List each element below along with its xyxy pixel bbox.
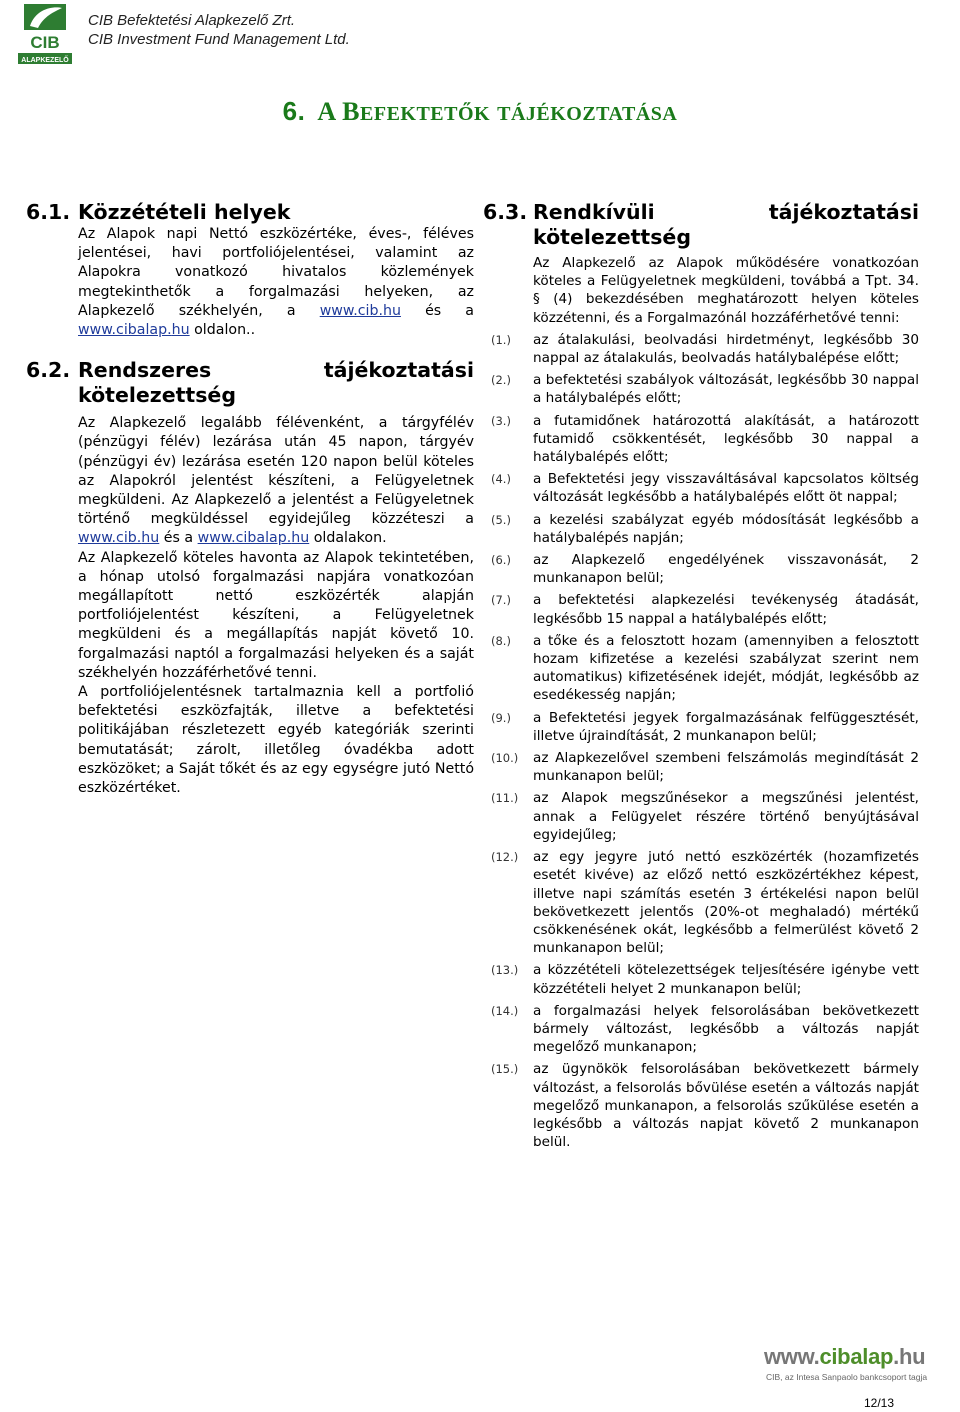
url-part: .hu bbox=[893, 1344, 926, 1369]
list-item-number: (14.) bbox=[491, 1003, 519, 1018]
right-column bbox=[483, 200, 919, 1155]
list-item-number: (2.) bbox=[491, 373, 511, 388]
link-cibalap[interactable] bbox=[78, 322, 190, 338]
heading-word: Rendszeres bbox=[78, 358, 212, 383]
list-item-number: (1.) bbox=[491, 332, 511, 347]
obligation-list bbox=[491, 331, 919, 1152]
section-6-2-heading bbox=[26, 358, 474, 408]
company-name-en: CIB Investment Fund Management Ltd. bbox=[88, 31, 350, 48]
section-6-2-paragraph-3: A portfoliójelentésnek tartalmaznia kell a portfolió befektetési eszközfajták, illetve a befektetési politikájában részletezett egyéb kategóriák szerinti bemutatását; zárolt, illetőleg óvadékba adott eszközöket; a Saját tőkét és az egy egységre jutó Nettó eszközértéket. bbox=[78, 684, 474, 797]
page-number: 12/13 bbox=[864, 1396, 895, 1410]
list-item bbox=[491, 789, 919, 844]
list-item-number: (5.) bbox=[491, 512, 511, 527]
heading-word: tájékoztatási bbox=[768, 200, 919, 224]
link-part: hu bbox=[382, 302, 401, 319]
paragraph-end: oldalon.. bbox=[189, 322, 256, 339]
list-item bbox=[491, 848, 919, 957]
list-item bbox=[491, 371, 919, 407]
page-title bbox=[0, 96, 960, 127]
heading-word: tájékoztatási bbox=[323, 358, 474, 383]
list-item-number: (9.) bbox=[491, 710, 511, 725]
list-item-text: a befektetési alapkezelési tevékenység átadását, legkésőbb 15 nappal a hatálybalépés előtt; bbox=[533, 592, 919, 627]
title-small-caps-2: TÁJÉKOZTATÁSA bbox=[497, 103, 678, 125]
list-item bbox=[491, 591, 919, 627]
list-item-number: (13.) bbox=[491, 963, 519, 978]
url-part: cibalap bbox=[819, 1344, 894, 1369]
section-6-2-paragraph-1 bbox=[78, 414, 474, 548]
list-item bbox=[491, 1060, 919, 1151]
heading-word: kötelezettség bbox=[533, 225, 692, 249]
title-cap-b: B bbox=[342, 97, 361, 126]
list-item bbox=[491, 632, 919, 705]
link-part: hu bbox=[291, 530, 310, 547]
list-item-text: az Alapkezelő engedélyének visszavonását, 2 munkanapon belül; bbox=[533, 552, 919, 587]
list-item-text: a forgalmazási helyek felsorolásában bekövetkezett bármely változást, legkésőbb a változás napját megelőző munkanapon; bbox=[533, 1002, 919, 1056]
list-item-text: az Alapok megszűnésekor a megszűnési jelentést, annak a Felügyelet részére történő benyújtásával egyidejűleg; bbox=[533, 790, 919, 843]
list-item-text: az egy jegyre jutó nettó eszközérték (hozamfizetés esetét kivéve) az előző nettó eszközértékhez képest, illetve napi számítás esetén 3 értékelési napon belül bekövetkezett jelentős (20%-ot meghaladó) mértékű csökkenésének okát, legkésőbb a felmerülést követő 2 munkanapon belül; bbox=[533, 849, 919, 957]
list-item bbox=[491, 709, 919, 745]
list-item-text: a Befektetési jegyek forgalmazásának felfüggesztését, illetve újraindítását, 2 munkanapon belül; bbox=[533, 709, 919, 744]
left-column bbox=[26, 200, 475, 798]
link-part: www.cib. bbox=[78, 530, 142, 547]
list-item bbox=[491, 1002, 919, 1057]
list-item-text: a befektetési szabályok változását, legkésőbb 30 nappal a hatálybalépés előtt; bbox=[533, 372, 919, 407]
footer-url[interactable] bbox=[764, 1344, 925, 1370]
section-6-1-text bbox=[78, 225, 474, 340]
link-cib[interactable] bbox=[320, 303, 401, 319]
list-item-text: a futamidőnek határozottá alakítását, a határozott futamidő csökkentését, legkésőbb 30 nappal a hatálybalépés előtt; bbox=[533, 412, 919, 466]
list-item-number: (11.) bbox=[491, 791, 519, 806]
logo-text: CIB bbox=[30, 33, 60, 52]
section-title: Közzétételi helyek bbox=[78, 200, 291, 224]
title-number: 6. bbox=[282, 96, 306, 126]
section-6-3-intro: Az Alapkezelő az Alapok működésére vonatkozóan köteles a Felügyeletnek megküldeni, továbbá a Tpt. 34. § (4) bekezdésében meghatározott helyen köteles közzétenni, és a Forgalmazónál hozzáférhetővé tenni: bbox=[533, 255, 919, 326]
list-item bbox=[491, 412, 919, 467]
title-small-caps-1: EFEKTETŐK bbox=[360, 103, 491, 125]
list-item-text: az Alapkezelővel szembeni felszámolás megindítását 2 munkanapon belül; bbox=[533, 750, 919, 785]
list-item-text: a kezelési szabályzat egyéb módosítását legkésőbb a hatálybalépés napján; bbox=[533, 511, 919, 546]
list-item-text: az átalakulási, beolvadási hirdetményt, legkésőbb 30 nappal az átalakulás, beolvadás hatálybalépése előtt; bbox=[533, 331, 919, 367]
list-item-number: (12.) bbox=[491, 850, 519, 865]
list-item-number: (6.) bbox=[491, 553, 511, 568]
list-item bbox=[491, 511, 919, 547]
list-item-number: (3.) bbox=[491, 413, 511, 428]
section-number: 6.2. bbox=[26, 358, 71, 383]
section-6-2-paragraph-2: Az Alapkezelő köteles havonta az Alapok tekintetében, a hónap utolsó forgalmazási napjára vonatkozóan megállapított nettó eszközérték alapján portfoliójelentést készíteni, a Felügyeletnek megküldeni és a megállapítás napját követő 10. forgalmazási naptól a forgalmazási helyeken és a saját székhelyén hozzáférhetővé tenni. bbox=[78, 549, 474, 681]
footer-tagline: CIB, az Intesa Sanpaolo bankcsoport tagja bbox=[766, 1372, 928, 1382]
heading-word: kötelezettség bbox=[78, 383, 237, 408]
paragraph-text: Az Alapkezelő legalább félévenként, a tárgyfélév (pénzügyi félév) lezárása után 45 napon, tárgyév (pénzügyi év) lezárása esetén 120 napon belül köteles az Alapokról jelentést készíteni, a Felügyeletnek megküldeni. Az Alapkezelő a jelentést a Felügyeletnek történő megküldéssel egyidejűleg közzéteszi a bbox=[78, 415, 474, 528]
list-item bbox=[491, 961, 919, 997]
link-part: hu bbox=[141, 530, 160, 547]
list-item-number: (15.) bbox=[491, 1062, 519, 1077]
link-part: www.cibalap. bbox=[78, 322, 172, 339]
list-item-number: (10.) bbox=[491, 751, 519, 766]
title-word-a: A bbox=[317, 97, 336, 126]
list-item bbox=[491, 470, 919, 506]
section-number: 6.1. bbox=[26, 200, 71, 224]
company-name-hu: CIB Befektetési Alapkezelő Zrt. bbox=[88, 12, 296, 29]
link-part: www.cib. bbox=[319, 302, 383, 319]
section-6-1-heading bbox=[26, 200, 474, 225]
list-item-text: a tőke és a felosztott hozam (amennyiben a felosztott hozam kifizetése a kezelési szabályzat szerint nem automatikus) kifizetésének idejét, módját, legkésőbb az esedékesség napján; bbox=[533, 632, 919, 704]
paragraph-end: oldalakon. bbox=[309, 530, 387, 547]
list-item-text: az ügynökök felsorolásában bekövetkezett bármely változást, a felsorolás bővülése esetén a változás napját megelőző munkanapon, a felsorolás szűkülése esetén a legkésőbb a változás napjat követő 2 munkanapon belül. bbox=[533, 1061, 919, 1151]
cib-logo bbox=[14, 4, 76, 66]
link-cib[interactable] bbox=[78, 530, 159, 546]
paragraph-text: Az Alapok napi Nettó eszközértéke, éves-, féléves jelentései, havi portfoliójelentései, valamint az Alapokra vonatkozó hivatalos közlemények megtekinthetők a forgalmazási helyeken, az Alapkezelő székhelyén, a bbox=[78, 226, 474, 319]
section-6-3-heading bbox=[483, 200, 919, 250]
list-item-number: (4.) bbox=[491, 472, 511, 487]
link-separator: és a bbox=[400, 302, 475, 319]
list-item-number: (8.) bbox=[491, 633, 511, 648]
logo-subtext: ALAPKEZELŐ bbox=[21, 57, 69, 64]
list-item-text: a Befektetési jegy visszaváltásával kapcsolatos költség változását legkésőbb a hatálybalépés előtt öt nappal; bbox=[533, 471, 919, 506]
link-part: hu bbox=[171, 322, 190, 339]
list-item bbox=[491, 551, 919, 587]
list-item bbox=[491, 331, 919, 367]
link-separator: és a bbox=[159, 530, 198, 547]
link-part: www.cibalap. bbox=[197, 530, 292, 547]
list-item-text: a közzétételi kötelezettségek teljesítésére igénybe vett közzétételi helyet 2 munkanapon belül; bbox=[533, 962, 919, 997]
url-part: www. bbox=[764, 1344, 820, 1369]
list-item-number: (7.) bbox=[491, 593, 511, 608]
link-cibalap[interactable] bbox=[198, 530, 310, 546]
section-number: 6.3. bbox=[483, 200, 528, 224]
list-item bbox=[491, 749, 919, 785]
heading-word: Rendkívüli bbox=[533, 200, 655, 224]
